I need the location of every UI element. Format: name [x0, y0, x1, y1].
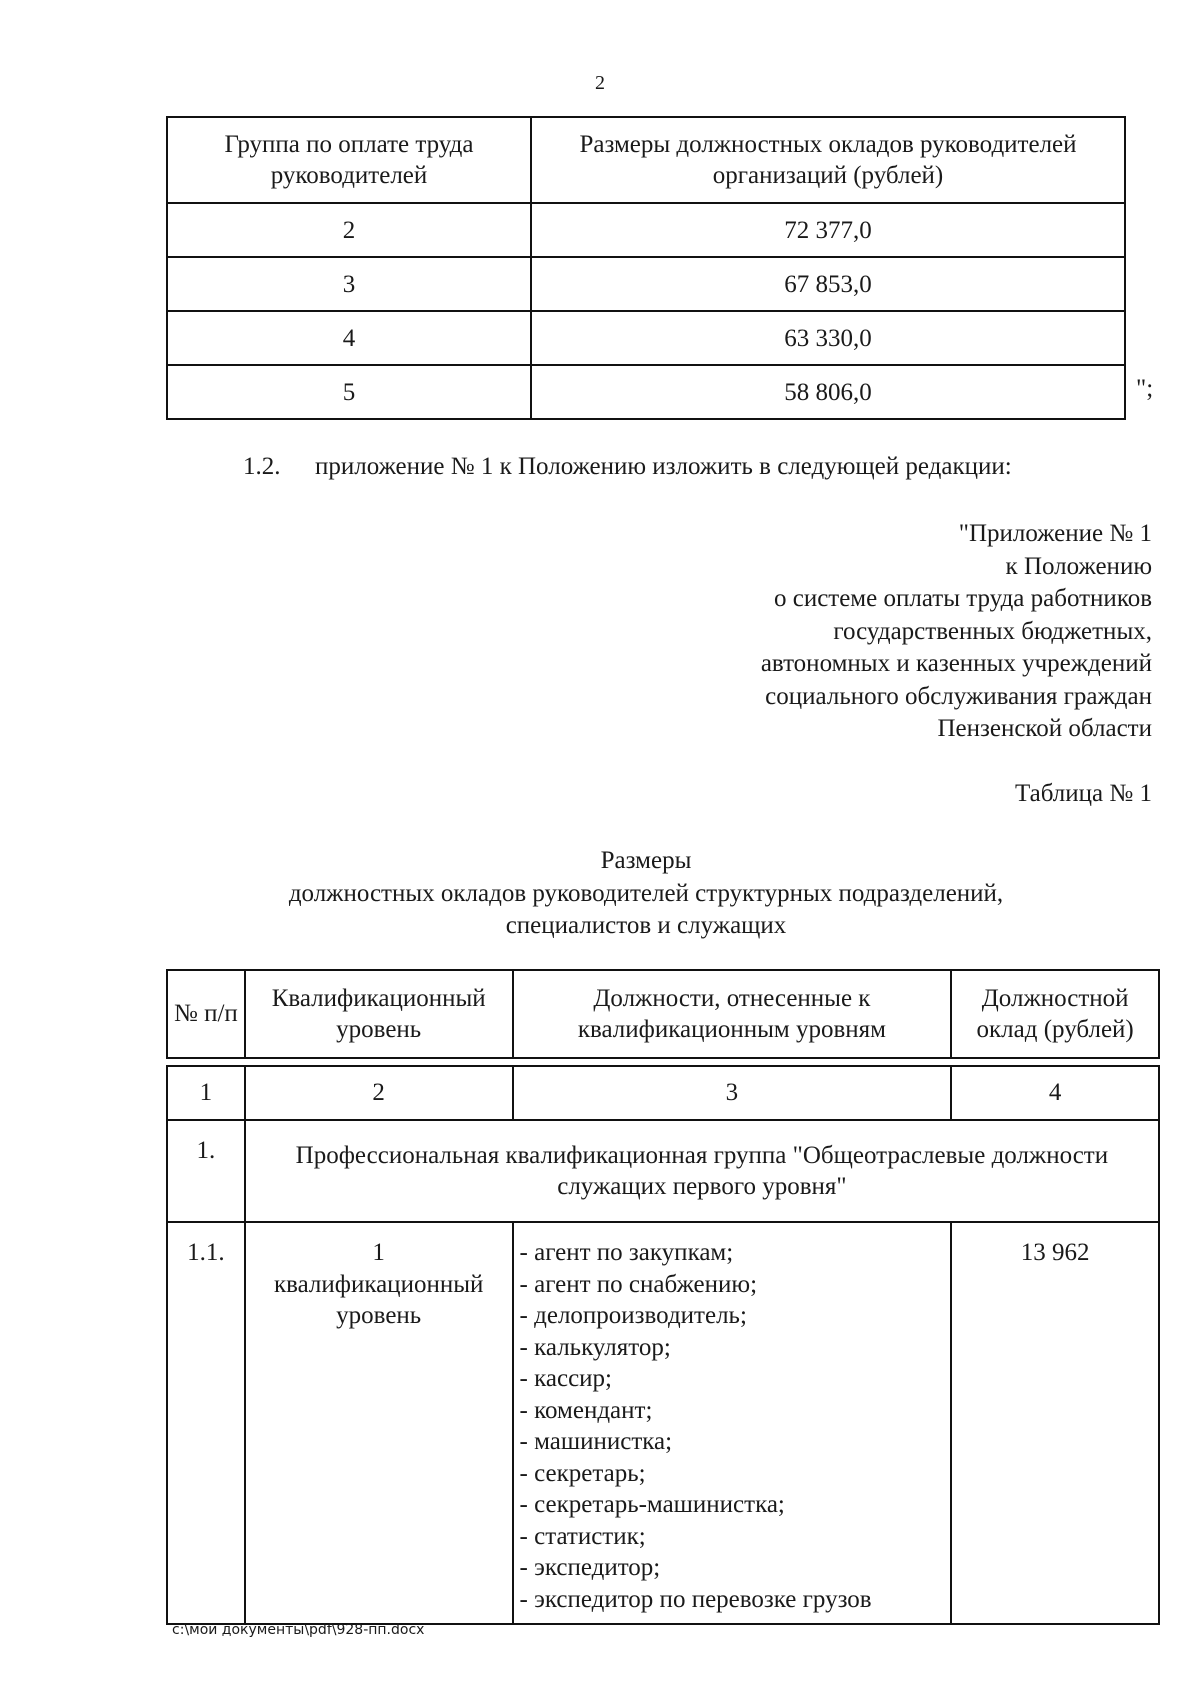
group-title-cell: Профессиональная квалификационная группа "Общеотраслевые должности служащих первого уровня" — [245, 1120, 1159, 1222]
file-path-footer: c:\мои документы\pdf\928-пп.docx — [172, 1622, 425, 1638]
group-row — [167, 1120, 1159, 1222]
group-cell: 2 — [167, 203, 531, 257]
list-item: - экспедитор по перевозке грузов — [519, 1585, 872, 1613]
header-positions-cell: Должности, отнесенные к квалификационным уровням — [513, 970, 952, 1058]
list-item: - комендант; — [519, 1396, 653, 1424]
column-number: 2 — [245, 1066, 513, 1120]
level-number: 1 — [372, 1239, 385, 1266]
table-row — [167, 365, 1125, 419]
level-suffix: уровень — [336, 1302, 422, 1329]
list-item: - машинистка; — [519, 1428, 673, 1455]
list-item: - секретарь-машинистка; — [519, 1491, 785, 1518]
list-item: - калькулятор; — [519, 1333, 671, 1361]
header-salary-cell: Размеры должностных окладов руководителей организаций (рублей) — [531, 117, 1125, 203]
table-row — [167, 311, 1125, 365]
table-row — [167, 257, 1125, 311]
list-item: - секретарь; — [519, 1459, 646, 1487]
appendix-line: "Приложение № 1 — [958, 520, 1152, 547]
level-cell — [245, 1222, 513, 1624]
list-item: - агент по закупкам; — [519, 1239, 734, 1266]
list-item: - статистик; — [519, 1522, 646, 1550]
header-gap — [167, 1058, 1159, 1066]
list-item: - кассир; — [519, 1365, 613, 1392]
salary-cell: 58 806,0 — [531, 365, 1125, 419]
salary-cell: 63 330,0 — [531, 311, 1125, 365]
column-number: 1 — [167, 1066, 245, 1120]
title-line: должностных окладов руководителей структурных подразделений, — [288, 879, 1004, 907]
appendix-heading — [761, 518, 1152, 746]
group-cell: 4 — [167, 311, 531, 365]
level-word: квалификационный — [273, 1270, 484, 1298]
group-num-cell: 1. — [167, 1120, 245, 1222]
qualification-table — [166, 969, 1160, 1625]
level-num-cell: 1.1. — [167, 1222, 245, 1624]
salary-value-cell: 13 962 — [951, 1222, 1159, 1624]
appendix-line: автономных и казенных учреждений — [760, 650, 1152, 677]
appendix-line: о системе оплаты труда работников — [773, 585, 1152, 612]
salary-cell: 67 853,0 — [531, 257, 1125, 311]
header-level-cell: Квалификационный уровень — [245, 970, 513, 1058]
salary-cell: 72 377,0 — [531, 203, 1125, 257]
paragraph-number: 1.2. — [243, 453, 281, 480]
page-number: 2 — [595, 72, 605, 94]
salary-table — [166, 116, 1126, 420]
paragraph-text: приложение № 1 к Положению изложить в следующей редакции: — [315, 453, 1012, 480]
closing-quote-mark: "; — [1136, 375, 1154, 402]
positions-cell — [513, 1222, 952, 1624]
column-number: 3 — [513, 1066, 952, 1120]
salary-table-header — [167, 117, 1125, 203]
header-salary-cell: Должностной оклад (рублей) — [951, 970, 1159, 1058]
appendix-line: государственных бюджетных, — [833, 617, 1152, 645]
level-row — [167, 1222, 1159, 1624]
table-label: Таблица № 1 — [1014, 780, 1152, 807]
list-item: - экспедитор; — [519, 1554, 661, 1581]
table-title — [166, 845, 1126, 943]
group-cell: 5 — [167, 365, 531, 419]
qualification-table-header — [167, 970, 1159, 1058]
column-number: 4 — [951, 1066, 1159, 1120]
header-num-cell: № п/п — [167, 970, 245, 1058]
list-item: - делопроизводитель; — [519, 1302, 747, 1329]
title-line: специалистов и служащих — [505, 912, 787, 939]
list-item: - агент по снабжению; — [519, 1270, 758, 1298]
header-group-cell: Группа по оплате труда руководителей — [167, 117, 531, 203]
group-cell: 3 — [167, 257, 531, 311]
title-line: Размеры — [600, 847, 692, 874]
amendment-paragraph — [243, 453, 1012, 481]
appendix-line: к Положению — [1005, 552, 1152, 580]
column-number-row — [167, 1066, 1159, 1120]
appendix-line: Пензенской области — [937, 715, 1152, 742]
appendix-line: социального обслуживания граждан — [765, 682, 1152, 710]
table-row — [167, 203, 1125, 257]
